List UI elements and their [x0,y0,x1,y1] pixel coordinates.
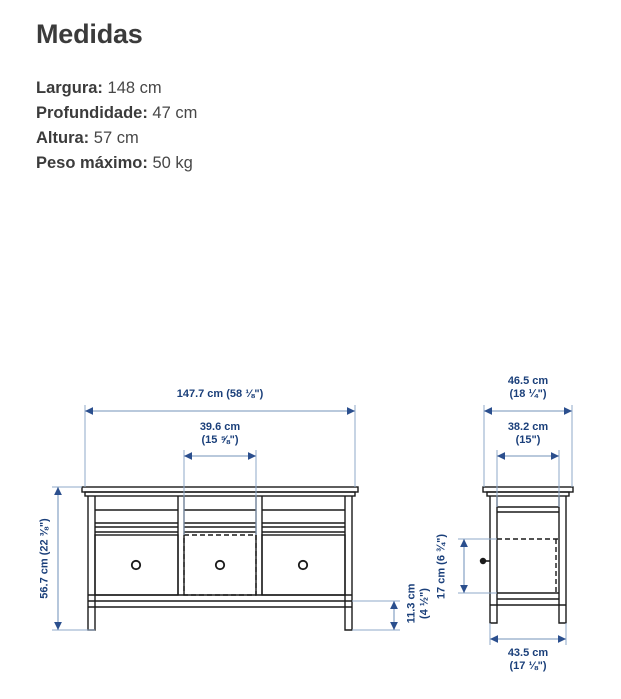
technical-drawing-svg [0,355,621,685]
spec-value-altura: 57 cm [93,128,139,147]
dim-label-leg-clearance: 11.3 cm [405,583,418,624]
dim-label-base-depth: 43.5 cm [507,647,549,659]
dim-label-total-width: 147.7 cm (58 ⅛") [176,388,264,400]
dim-label-drawer-width: 39.6 cm [199,421,241,433]
drawer-knob-center-icon [216,561,224,569]
spec-value-largura: 148 cm [107,78,162,97]
drawer-knob-right-icon [299,561,307,569]
spec-row-altura [36,126,576,151]
spec-value-profundidade: 47 cm [152,103,198,122]
dim-label-total-height: 56.7 cm (22 ⅜") [38,518,51,599]
dim-label-top-depth: 46.5 cm [507,375,549,387]
side-view-drawing [483,487,573,623]
spec-row-profundidade [36,101,576,126]
dim-label-top-depth-imperial: (18 ¼") [509,388,547,400]
spec-label-profundidade: Profundidade: [36,103,148,122]
front-view-drawing [82,487,358,630]
dimension-diagram [0,355,621,685]
spec-row-peso-maximo [36,151,576,176]
dim-label-drawer-width-imperial: (15 ⅝") [201,434,239,446]
page-title: Medidas [36,19,143,49]
drawer-knob-left-icon [132,561,140,569]
spec-label-largura: Largura: [36,78,103,97]
spec-label-altura: Altura: [36,128,90,147]
center-drawer-dashed-outline [184,535,256,595]
dim-label-drawer-height: 17 cm (6 ¾") [435,533,448,600]
spec-value-peso-maximo: 50 kg [152,153,193,172]
measurements-section [36,20,576,176]
dim-label-inner-depth: 38.2 cm [507,421,549,433]
dim-label-inner-depth-imperial: (15") [515,434,541,446]
dim-label-base-depth-imperial: (17 ⅛") [509,660,547,672]
spec-label-peso-maximo: Peso máximo: [36,153,148,172]
dim-label-leg-clearance-imperial: (4 ½") [418,588,431,619]
spec-row-largura [36,76,576,101]
side-view-knob-icon [480,558,490,564]
